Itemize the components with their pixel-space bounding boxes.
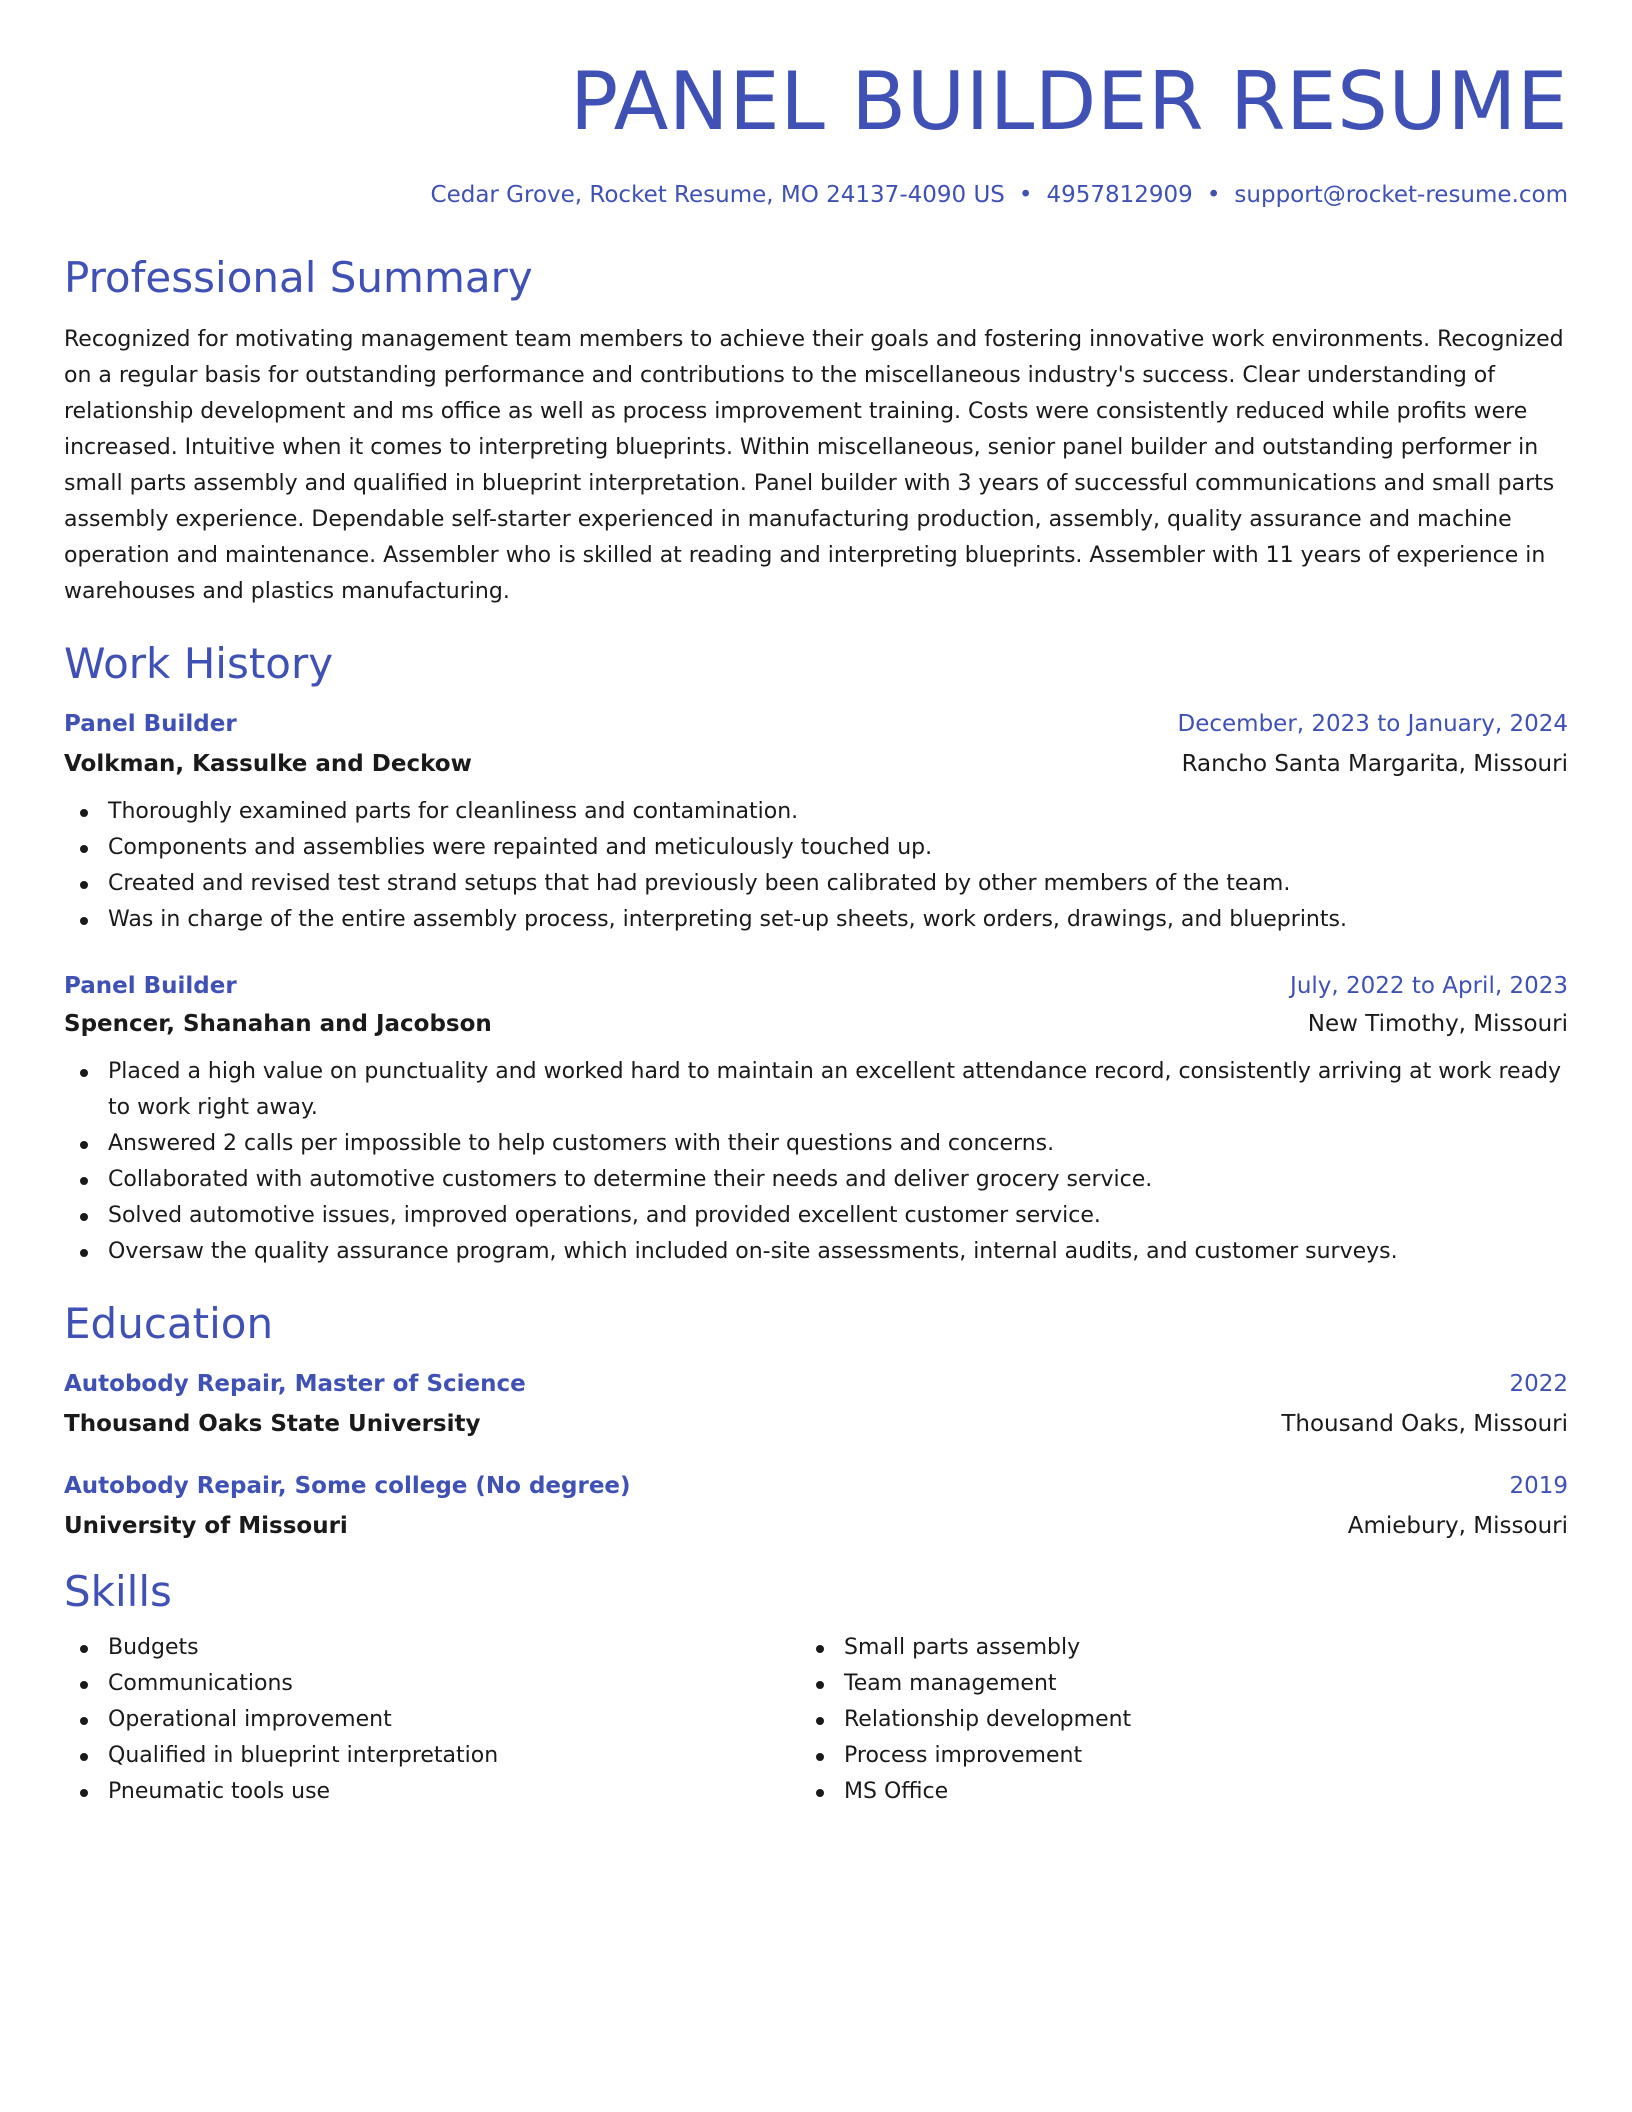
bullet-item: Collaborated with automotive customers to determine their needs and deliver grocery service. bbox=[64, 1162, 1568, 1198]
bullet-item: Placed a high value on punctuality and worked hard to maintain an excellent attendance record, consistently arriving at work ready to work right away. bbox=[64, 1054, 1568, 1126]
skill-item: Qualified in blueprint interpretation bbox=[64, 1738, 800, 1774]
education-location: Amiebury, Missouri bbox=[1347, 1513, 1568, 1539]
skills-heading: Skills bbox=[64, 1567, 172, 1616]
skill-item: Budgets bbox=[64, 1630, 800, 1666]
bullet-item: Components and assemblies were repainted and meticulously touched up. bbox=[64, 830, 1568, 866]
bullet-item: Answered 2 calls per impossible to help customers with their questions and concerns. bbox=[64, 1126, 1568, 1162]
resume-title: PANEL BUILDER RESUME bbox=[569, 55, 1568, 148]
work-entry bbox=[64, 708, 1568, 938]
skill-item: Pneumatic tools use bbox=[64, 1774, 800, 1810]
skills-grid bbox=[64, 1630, 1568, 1810]
skills-column-left bbox=[64, 1630, 800, 1810]
job-company-row bbox=[64, 1008, 1568, 1040]
contact-address: Cedar Grove, Rocket Resume, MO 24137-4090 US bbox=[430, 182, 1005, 208]
education-school-row bbox=[64, 1408, 1568, 1440]
job-company: Volkman, Kassulke and Deckow bbox=[64, 751, 472, 777]
job-dates: July, 2022 to April, 2023 bbox=[1290, 973, 1568, 999]
skills-column-right bbox=[800, 1630, 1536, 1810]
job-dates: December, 2023 to January, 2024 bbox=[1177, 711, 1568, 737]
education-year: 2022 bbox=[1509, 1371, 1568, 1397]
education-entry bbox=[64, 1368, 1568, 1440]
education-degree-row bbox=[64, 1368, 1568, 1400]
contact-line bbox=[64, 180, 1568, 210]
job-title: Panel Builder bbox=[64, 711, 237, 737]
skill-item: Communications bbox=[64, 1666, 800, 1702]
bullet-item: Solved automotive issues, improved operations, and provided excellent customer service. bbox=[64, 1198, 1568, 1234]
job-company-row bbox=[64, 748, 1568, 780]
job-location: Rancho Santa Margarita, Missouri bbox=[1181, 751, 1568, 777]
skill-item: Small parts assembly bbox=[800, 1630, 1536, 1666]
job-bullets bbox=[64, 1054, 1568, 1270]
job-company: Spencer, Shanahan and Jacobson bbox=[64, 1011, 492, 1037]
contact-email[interactable]: support@rocket-resume.com bbox=[1234, 182, 1568, 208]
job-bullets bbox=[64, 794, 1568, 938]
education-entry bbox=[64, 1470, 1568, 1542]
education-location: Thousand Oaks, Missouri bbox=[1281, 1411, 1568, 1437]
education-school: University of Missouri bbox=[64, 1513, 348, 1539]
contact-separator: • bbox=[1206, 182, 1221, 208]
skill-item: Relationship development bbox=[800, 1702, 1536, 1738]
skill-item: Team management bbox=[800, 1666, 1536, 1702]
education-year: 2019 bbox=[1509, 1473, 1568, 1499]
education-school-row bbox=[64, 1510, 1568, 1542]
bullet-item: Oversaw the quality assurance program, which included on-site assessments, internal audits, and customer surveys. bbox=[64, 1234, 1568, 1270]
education-degree: Autobody Repair, Master of Science bbox=[64, 1371, 526, 1397]
bullet-item: Thoroughly examined parts for cleanliness and contamination. bbox=[64, 794, 1568, 830]
job-title-row bbox=[64, 970, 1568, 1002]
work-history-heading: Work History bbox=[64, 639, 334, 688]
work-entry bbox=[64, 970, 1568, 1270]
job-location: New Timothy, Missouri bbox=[1307, 1011, 1568, 1037]
skill-item: Process improvement bbox=[800, 1738, 1536, 1774]
contact-phone: 4957812909 bbox=[1046, 182, 1193, 208]
contact-separator: • bbox=[1018, 182, 1033, 208]
summary-heading: Professional Summary bbox=[64, 253, 533, 302]
skill-item: MS Office bbox=[800, 1774, 1536, 1810]
bullet-item: Was in charge of the entire assembly process, interpreting set-up sheets, work orders, drawings, and blueprints. bbox=[64, 902, 1568, 938]
education-school: Thousand Oaks State University bbox=[64, 1411, 481, 1437]
education-heading: Education bbox=[64, 1299, 274, 1348]
education-degree: Autobody Repair, Some college (No degree) bbox=[64, 1473, 631, 1499]
job-title-row bbox=[64, 708, 1568, 740]
summary-text: Recognized for motivating management team members to achieve their goals and fostering innovative work environments. Recognized on a regular basis for outstanding performance and contributions to the miscellaneous industry's success. Clear understanding of relationship development and ms office as well as process improvement training. Costs were consistently reduced while profits were increased. Intuitive when it comes to interpreting blueprints. Within miscellaneous, senior panel builder and outstanding performer in small parts assembly and qualified in blueprint interpretation. Panel builder with 3 years of successful communications and small parts assembly experience. Dependable self-starter experienced in manufacturing production, assembly, quality assurance and machine operation and maintenance. Assembler who is skilled at reading and interpreting blueprints. Assembler with 11 years of experience in warehouses and plastics manufacturing. bbox=[64, 327, 1564, 604]
education-degree-row bbox=[64, 1470, 1568, 1502]
skill-item: Operational improvement bbox=[64, 1702, 800, 1738]
bullet-item: Created and revised test strand setups that had previously been calibrated by other members of the team. bbox=[64, 866, 1568, 902]
job-title: Panel Builder bbox=[64, 973, 237, 999]
